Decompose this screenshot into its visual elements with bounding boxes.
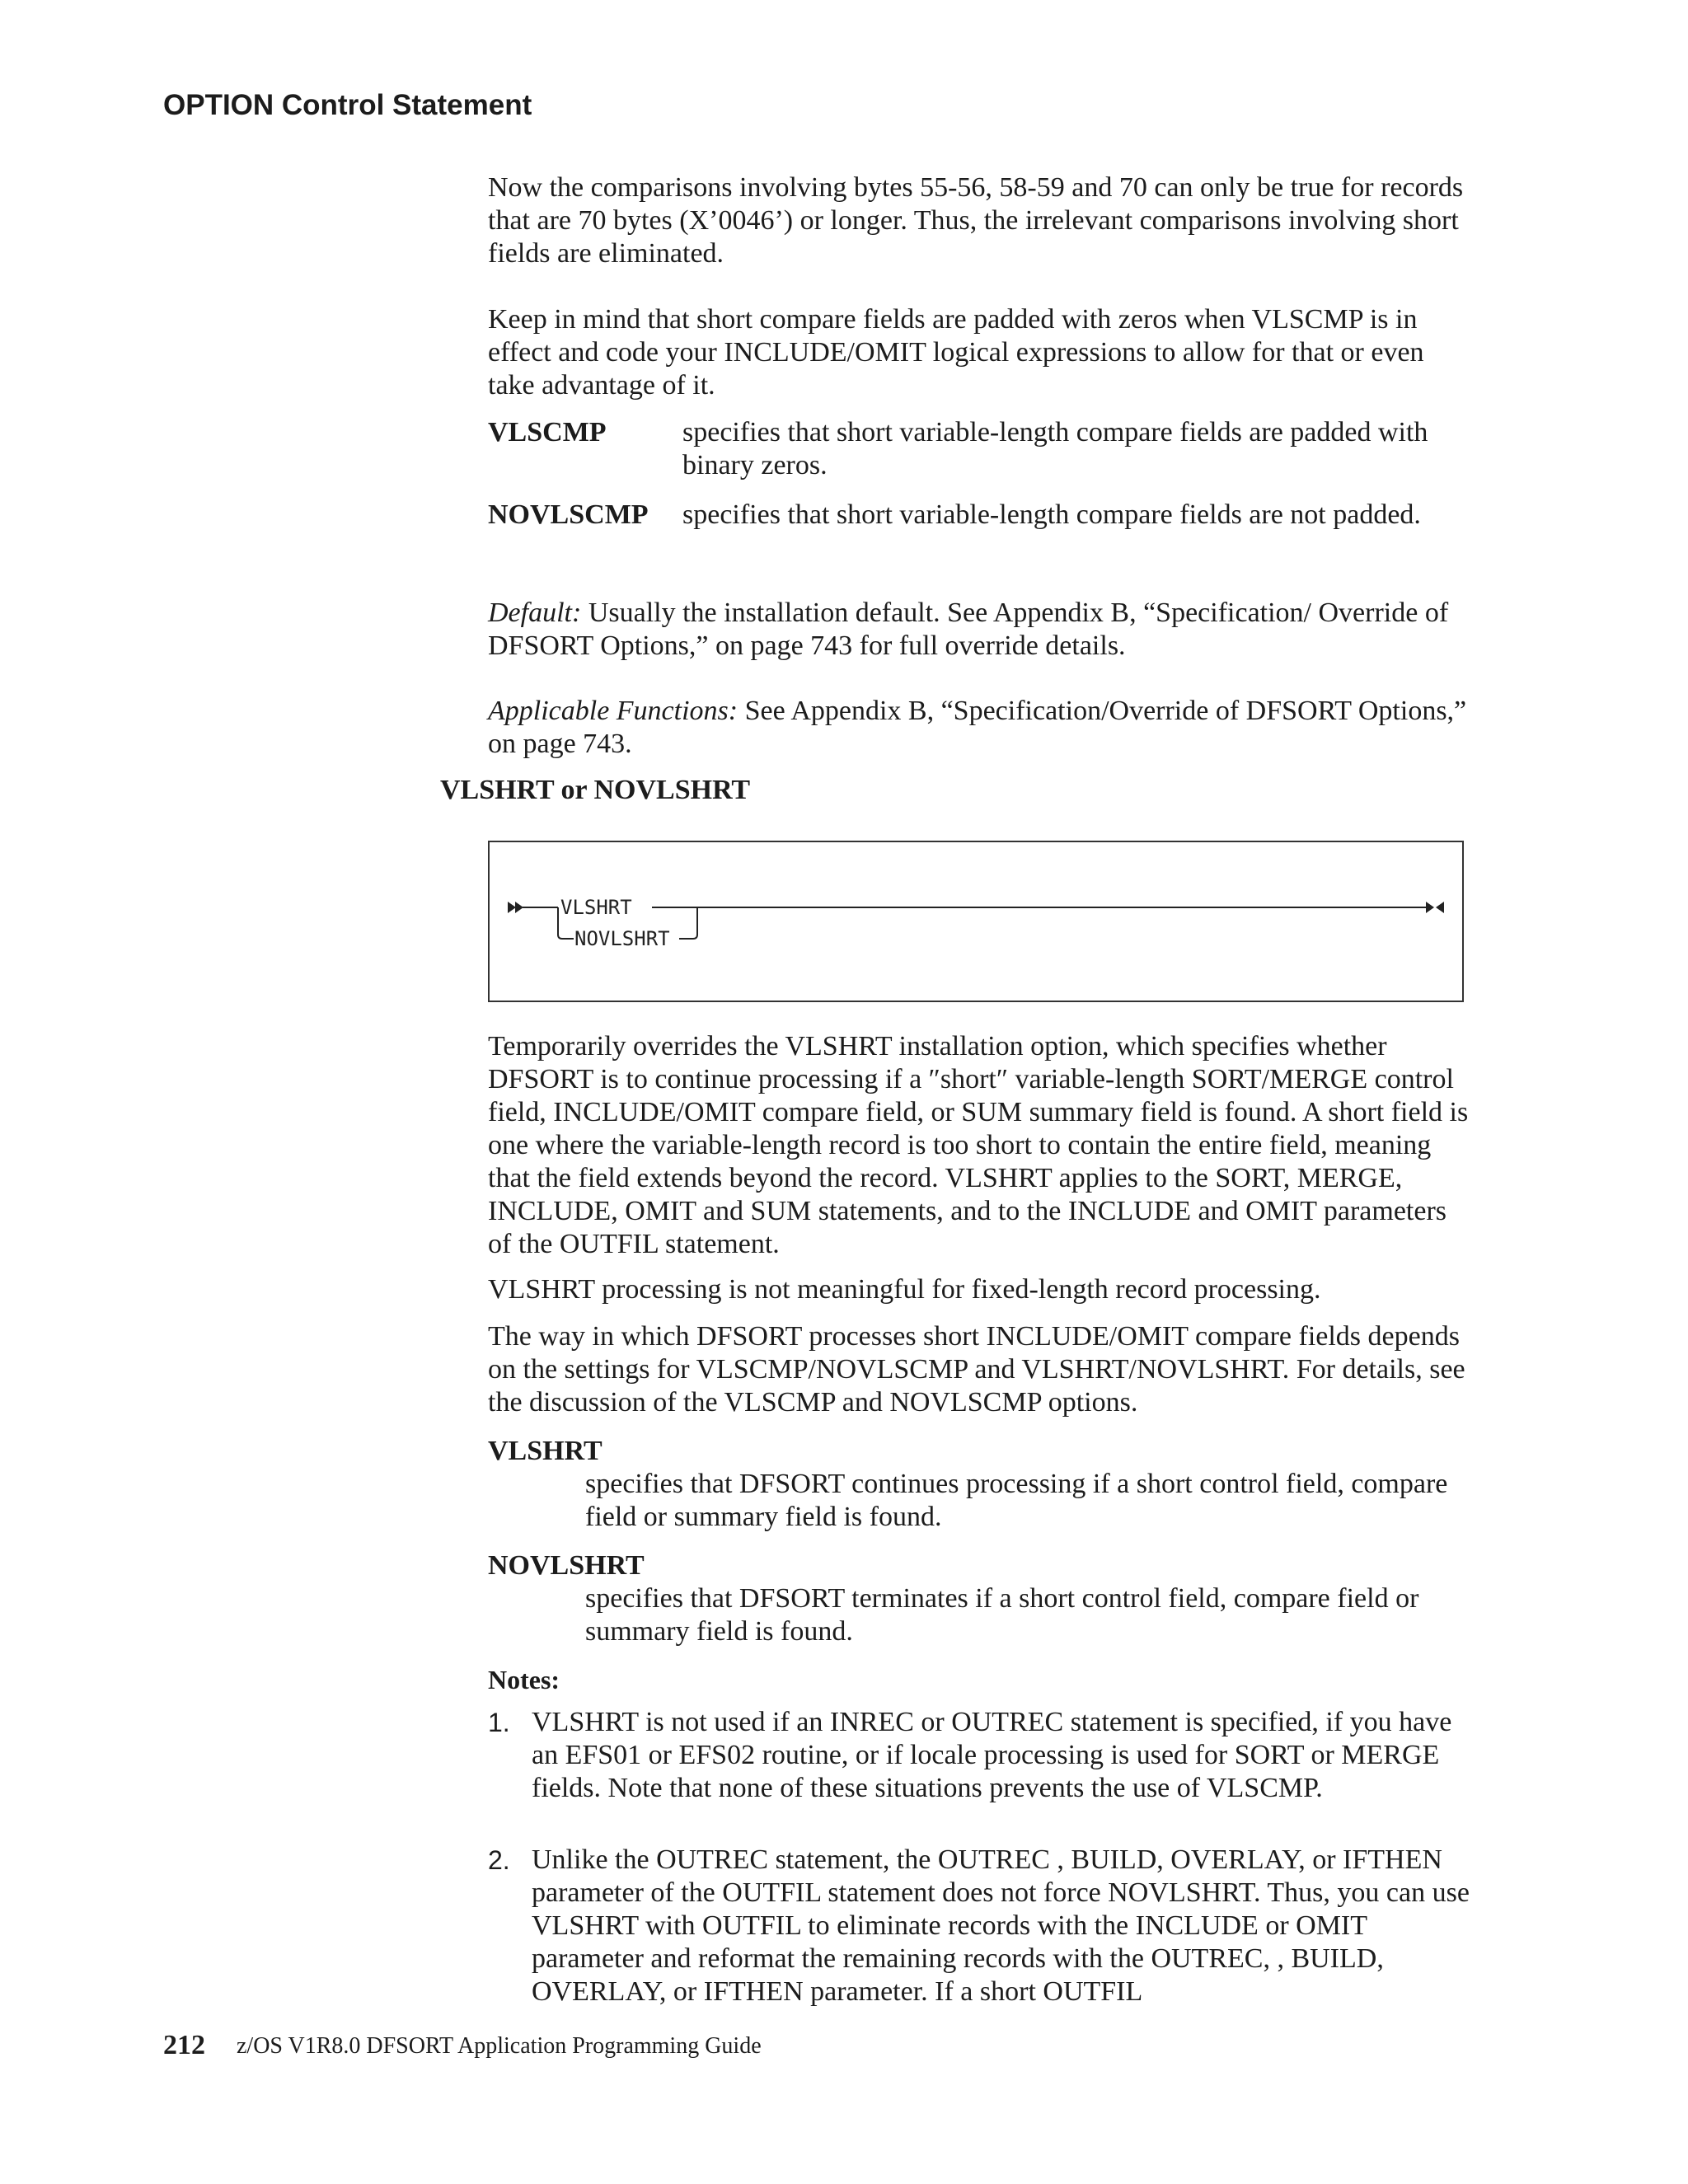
paragraph: Now the comparisons involving bytes 55-56, 58-59 and 70 can only be true for records that are 70 bytes (X’0046’) or longer. Thus, the irrelevant comparisons involving short fields are eliminated. [488, 172, 1464, 269]
term-novlshrt: NOVLSHRT [488, 1550, 645, 1581]
diagram-option-vlshrt: VLSHRT [560, 896, 632, 919]
notes-label: Notes: [488, 1665, 560, 1694]
note-number: 2. [488, 1845, 510, 1875]
paragraph: The way in which DFSORT processes short INCLUDE/OMIT compare fields depends on the settings for VLSCMP/NOVLSCMP and VLSHRT/NOVLSHRT. For details, see the discussion of the VLSCMP and NOVLSCMP options. [488, 1321, 1465, 1418]
note-text: VLSHRT is not used if an INREC or OUTREC statement is specified, if you have an EFS01 or EFS02 routine, or if locale processing is used for SORT or MERGE fields. Note that none of these situations prevents the use of VLSCMP. [532, 1707, 1452, 1803]
functions-text: See Appendix B, “Specification/Override of DFSORT Options,” on page 743. [488, 696, 1467, 759]
note-number: 1. [488, 1708, 510, 1737]
diagram-option-novlshrt: NOVLSHRT [574, 927, 670, 950]
term-vlshrt: VLSHRT [488, 1436, 603, 1466]
term-vlshrt-description: specifies that DFSORT continues processing if a short control field, compare field or summary field is found. [585, 1469, 1448, 1532]
paragraph: VLSHRT processing is not meaningful for fixed-length record processing. [488, 1274, 1321, 1305]
functions-paragraph [488, 695, 1469, 761]
running-head: OPTION Control Statement [163, 89, 532, 121]
paragraph: Temporarily overrides the VLSHRT installation option, which specifies whether DFSORT is to continue processing if a ″short″ variable-length SORT/MERGE control field, INCLUDE/OMIT compare field, or SUM summary field is found. A short field is one where the variable-length record is too short to contain the entire field, meaning that the field extends beyond the record. VLSHRT applies to the SORT, MERGE, INCLUDE, OMIT and SUM statements, and to the INCLUDE and OMIT parameters of the OUTFIL statement. [488, 1031, 1469, 1259]
term-novlshrt-description: specifies that DFSORT terminates if a short control field, compare field or summary field is found. [585, 1583, 1419, 1647]
paragraph: Keep in mind that short compare fields are padded with zeros when VLSCMP is in effect and code your INCLUDE/OMIT logical expressions to allow for that or even take advantage of it. [488, 304, 1424, 401]
note-text: Unlike the OUTREC statement, the OUTREC , BUILD, OVERLAY, or IFTHEN parameter of the OUTFIL statement does not force NOVLSHRT. Thus, you can use VLSHRT with OUTFIL to eliminate records with the INCLUDE or OMIT parameter and reformat the remaining records with the OUTREC, , BUILD, OVERLAY, or IFTHEN parameter. If a short OUTFIL [532, 1844, 1470, 2007]
page-number: 212 [163, 2030, 205, 2060]
default-text: Usually the installation default. See Appendix B, “Specification/ Override of DFSORT Options,” on page 743 for full override details. [488, 598, 1449, 661]
syntax-diagram-graphic [490, 842, 1462, 1001]
syntax-diagram [488, 841, 1464, 1002]
default-label: Default: [488, 598, 582, 628]
term-vlscmp: VLSCMP [488, 417, 607, 448]
default-paragraph [488, 597, 1469, 663]
term-novlscmp: NOVLSCMP [488, 499, 649, 530]
section-heading: VLSHRT or NOVLSHRT [440, 775, 751, 805]
term-novlscmp-description: specifies that short variable-length compare fields are not padded. [682, 499, 1421, 530]
term-vlscmp-description: specifies that short variable-length compare fields are padded with binary zeros. [682, 417, 1428, 480]
book-title: z/OS V1R8.0 DFSORT Application Programming Guide [237, 2033, 762, 2059]
functions-label: Applicable Functions: [488, 696, 738, 726]
